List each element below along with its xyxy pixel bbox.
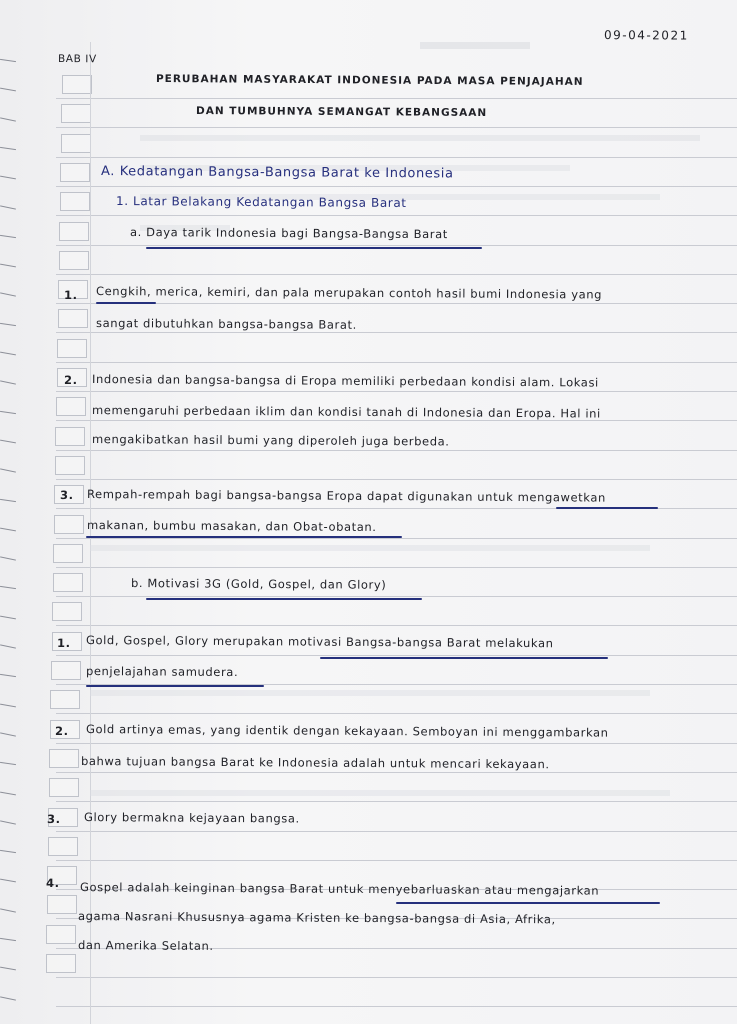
ruled-line — [56, 420, 737, 421]
binding-tick — [0, 176, 16, 180]
ruled-line — [56, 362, 737, 363]
margin-box — [61, 134, 91, 153]
binding-tick — [0, 293, 16, 297]
heading-underline — [146, 598, 422, 600]
bleed-through — [140, 135, 700, 141]
binding-tick — [0, 440, 16, 444]
item-line: Cengkih, merica, kemiri, dan pala merupakan contoh hasil bumi Indonesia yang — [95, 284, 603, 302]
ruled-line — [56, 567, 737, 568]
margin-box — [47, 895, 77, 914]
ruled-line — [56, 127, 737, 128]
heading-underline — [146, 247, 482, 249]
item-line: Gold artinya emas, yang identik dengan kekayaan. Semboyan ini menggambarkan — [85, 722, 609, 740]
item-number: 3. — [59, 488, 74, 503]
page-title-line-1: PERUBAHAN MASYARAKAT INDONESIA PADA MASA PENJAJAHAN — [155, 73, 584, 88]
binding-tick — [0, 117, 16, 121]
ruled-line — [56, 977, 737, 978]
ruled-line — [56, 186, 737, 187]
binding-tick — [0, 996, 16, 1000]
ruled-line — [56, 538, 737, 539]
margin-box — [52, 602, 82, 621]
margin-box — [54, 515, 84, 534]
margin-box — [46, 954, 76, 973]
margin-box — [53, 573, 83, 592]
margin-box — [57, 339, 87, 358]
item-line: memengaruhi perbedaan iklim dan kondisi tanah di Indonesia dan Eropa. Hal ini — [91, 403, 601, 421]
binding-tick — [0, 644, 16, 648]
highlight-underline — [86, 685, 264, 687]
highlight-underline — [86, 536, 402, 538]
margin-box — [46, 925, 76, 944]
margin-box — [62, 75, 92, 94]
binding-tick — [0, 732, 16, 736]
margin-box — [50, 690, 80, 709]
ruled-line — [56, 831, 737, 832]
bleed-through — [90, 690, 650, 696]
ruled-line — [56, 479, 737, 480]
margin-line — [90, 42, 91, 1024]
highlight-underline — [96, 302, 156, 304]
binding-tick — [0, 469, 16, 473]
margin-box — [59, 222, 89, 241]
binding-tick — [0, 527, 16, 531]
ruled-line — [56, 215, 737, 216]
highlight-underline — [320, 657, 608, 659]
binding-tick — [0, 147, 16, 150]
margin-box — [56, 397, 86, 416]
binding-tick — [0, 762, 16, 765]
ruled-line — [56, 332, 737, 333]
ruled-line — [56, 450, 737, 451]
item-line: dan Amerika Selatan. — [77, 938, 214, 953]
ruled-line — [56, 1006, 737, 1007]
binding-tick — [0, 850, 16, 853]
binding-tick — [0, 59, 16, 62]
item-number: 1. — [56, 636, 71, 651]
binding-tick — [0, 205, 16, 209]
section-heading: A. Kedatangan Bangsa-Bangsa Barat ke Indonesia — [100, 164, 454, 182]
margin-box — [60, 192, 90, 211]
binding-tick — [0, 703, 16, 707]
margin-box — [58, 309, 88, 328]
binding-tick — [0, 556, 16, 560]
binding-tick — [0, 264, 16, 268]
point-b-heading: b. Motivasi 3G (Gold, Gospel, dan Glory) — [130, 576, 387, 592]
point-a-heading: a. Daya tarik Indonesia bagi Bangsa-Bangsa Barat — [129, 225, 448, 242]
item-line: Indonesia dan bangsa-bangsa di Eropa memiliki perbedaan kondisi alam. Lokasi — [91, 372, 599, 390]
ruled-line — [56, 98, 737, 99]
chapter-label: BAB IV — [57, 53, 97, 66]
binding-tick — [0, 674, 16, 677]
ruled-line — [56, 274, 737, 275]
item-number: 2. — [54, 724, 69, 739]
margin-box — [55, 427, 85, 446]
ruled-line — [56, 391, 737, 392]
item-line: Rempah-rempah bagi bangsa-bangsa Eropa dapat digunakan untuk mengawetkan — [86, 487, 606, 505]
binding-tick — [0, 352, 16, 356]
bleed-through — [90, 545, 650, 551]
item-number: 3. — [46, 812, 61, 827]
margin-box — [53, 544, 83, 563]
binding-tick — [0, 938, 16, 941]
binding-tick — [0, 381, 16, 385]
ruled-line — [56, 596, 737, 597]
margin-box — [49, 749, 79, 768]
binding-tick — [0, 88, 16, 92]
ruled-line — [56, 625, 737, 626]
item-line: agama Nasrani Khususnya agama Kristen ke bangsa-bangsa di Asia, Afrika, — [77, 909, 556, 927]
binding-tick — [0, 967, 16, 971]
binding-tick — [0, 615, 16, 619]
item-line: sangat dibutuhkan bangsa-bangsa Barat. — [95, 316, 357, 332]
binding-tick — [0, 323, 16, 326]
highlight-underline — [396, 902, 660, 904]
binding-tick — [0, 791, 16, 795]
ruled-line — [56, 655, 737, 656]
margin-box — [48, 837, 78, 856]
item-number: 4. — [45, 876, 60, 891]
binding-tick — [0, 498, 16, 501]
ruled-line — [56, 303, 737, 304]
binding-tick — [0, 879, 16, 883]
item-line: Gospel adalah keinginan bangsa Barat untuk menyebarluaskan atau mengajarkan — [79, 880, 600, 898]
subsection-heading: 1. Latar Belakang Kedatangan Bangsa Barat — [115, 194, 407, 211]
binding-tick — [0, 820, 16, 824]
ruled-line — [56, 860, 737, 861]
item-number: 2. — [63, 373, 78, 388]
binding-tick — [0, 908, 16, 912]
binding-tick — [0, 410, 16, 413]
ruled-line — [56, 743, 737, 744]
margin-box — [51, 661, 81, 680]
item-line: Glory bermakna kejayaan bangsa. — [83, 810, 300, 826]
margin-box — [60, 163, 90, 182]
ruled-line — [56, 245, 737, 246]
binding-tick — [0, 586, 16, 589]
item-line: mengakibatkan hasil bumi yang diperoleh juga berbeda. — [91, 432, 450, 449]
bleed-through — [420, 42, 530, 49]
highlight-underline — [556, 507, 658, 509]
date: 09-04-2021 — [603, 28, 689, 43]
ruled-line — [56, 772, 737, 773]
margin-box — [55, 456, 85, 475]
margin-box — [61, 104, 91, 123]
page-title-line-2: DAN TUMBUHNYA SEMANGAT KEBANGSAAN — [195, 105, 488, 120]
ruled-line — [56, 713, 737, 714]
bleed-through — [90, 790, 670, 796]
item-line: makanan, bumbu masakan, dan Obat-obatan. — [86, 518, 377, 535]
item-number: 1. — [63, 288, 78, 303]
ruled-line — [56, 157, 737, 158]
margin-box — [49, 778, 79, 797]
binding-tick — [0, 235, 16, 238]
item-line: penjelajahan samudera. — [85, 664, 239, 680]
item-line: bahwa tujuan bangsa Barat ke Indonesia adalah untuk mencari kekayaan. — [80, 754, 550, 772]
margin-box — [59, 251, 89, 270]
item-line: Gold, Gospel, Glory merupakan motivasi Bangsa-bangsa Barat melakukan — [85, 633, 554, 651]
ruled-line — [56, 801, 737, 802]
